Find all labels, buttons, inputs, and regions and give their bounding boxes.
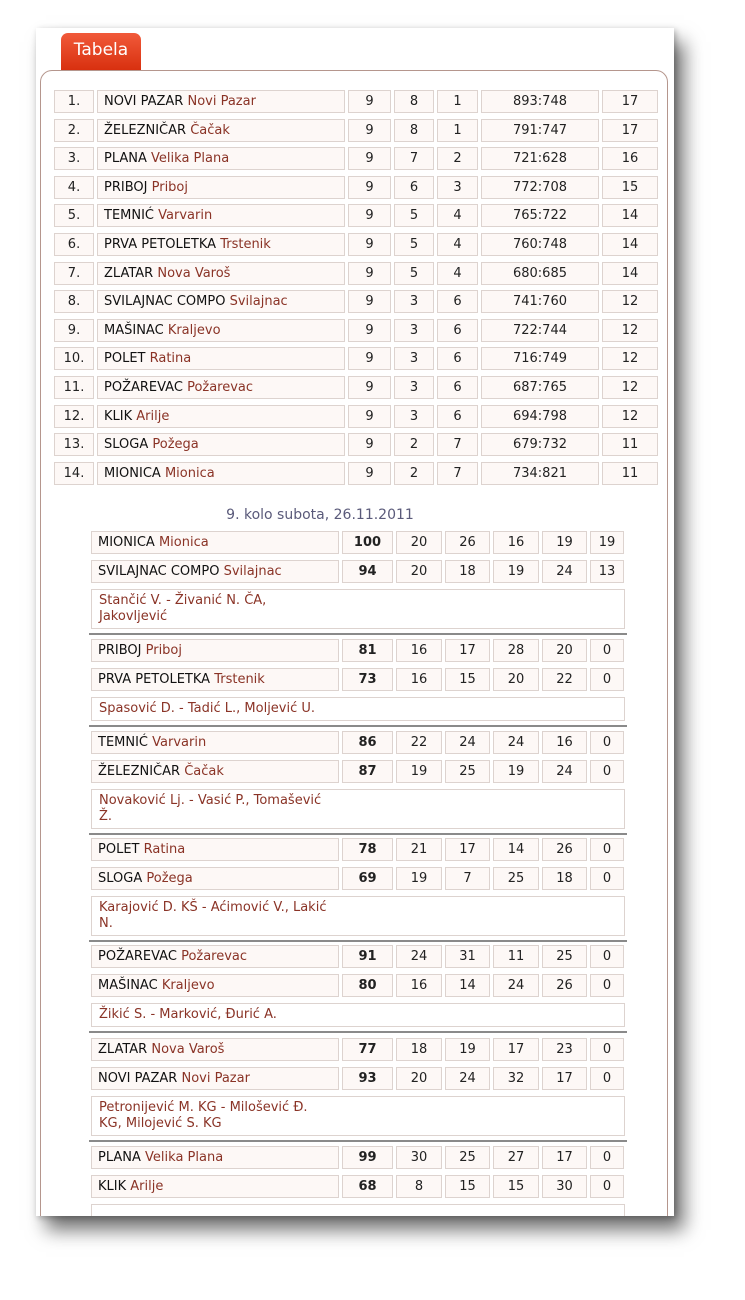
points-cell: 12 [602,347,658,370]
quarter-score-cell: 0 [590,1146,624,1169]
referees-cell [91,1204,625,1216]
referees-line: KG, Milojević S. KG [99,1116,222,1131]
referees-line: Novaković Lj. - Vasić P., Tomašević [99,793,322,808]
team-city: Trstenik [220,237,271,252]
team-name: NOVI PAZAR [104,94,184,109]
team-city: Ratina [149,351,192,367]
result-total-cell: 100 [342,531,393,554]
quarter-score-cell: 26 [542,974,587,997]
quarter-score-cell: 30 [396,1146,442,1169]
quarter-score-cell: 19 [396,867,442,890]
position-cell: 1. [54,90,94,113]
score-cell: 772:708 [481,176,599,199]
referees-cell [91,789,625,829]
team-city: Čačak [190,122,230,138]
quarter-score-cell: 17 [542,1146,587,1169]
team-city: Velika Plana [151,151,230,167]
losses-cell: 6 [437,319,478,342]
team-name: KLIK [104,408,133,424]
points-cell: 17 [602,119,658,142]
points-cell: 12 [602,405,658,428]
losses-cell: 7 [437,462,478,485]
quarter-score-cell: 13 [590,560,624,583]
played-cell: 9 [348,147,391,170]
team-city: Varvarin [158,208,213,224]
quarter-score-cell: 22 [542,668,587,691]
losses-cell: 7 [437,433,478,456]
score-cell: 760:748 [481,233,599,256]
position-cell: 14. [54,462,94,485]
team-cell[interactable] [97,233,345,256]
result-total-cell: 77 [342,1038,393,1061]
team-cell[interactable] [97,290,345,313]
quarter-score-cell: 17 [445,639,490,662]
team-city: Nova Varoš [157,265,231,281]
wins-cell: 3 [394,290,434,313]
result-team-cell[interactable] [91,1146,339,1169]
quarter-score-cell: 17 [542,1067,587,1090]
score-cell: 721:628 [481,147,599,170]
played-cell: 9 [348,176,391,199]
wins-cell: 5 [394,204,434,227]
points-cell: 12 [602,319,658,342]
quarter-score-cell: 19 [493,760,539,783]
losses-cell: 4 [437,233,478,256]
team-name: PRIBOJ [98,643,142,658]
referees-line: Karajović D. KŠ - Aćimović V., Lakić [99,900,327,915]
team-cell[interactable] [97,376,345,399]
team-cell[interactable] [97,405,345,428]
team-city: Arilje [136,408,170,424]
team-name: MIONICA [104,465,161,481]
team-name: PLANA [104,151,147,167]
score-cell: 716:749 [481,347,599,370]
points-cell: 12 [602,290,658,313]
played-cell: 9 [348,233,391,256]
quarter-score-cell: 24 [542,760,587,783]
team-name: PRVA PETOLETKA [98,672,211,687]
points-cell: 11 [602,433,658,456]
quarter-score-cell: 17 [493,1038,539,1061]
quarter-score-cell: 25 [445,760,490,783]
team-city: Požega [152,437,199,453]
result-total-cell: 69 [342,867,393,890]
wins-cell: 5 [394,233,434,256]
team-cell[interactable] [97,462,345,485]
wins-cell: 3 [394,319,434,342]
result-total-cell: 81 [342,639,393,662]
team-city: Arilje [130,1179,164,1194]
referees-line: N. [99,916,113,931]
wins-cell: 3 [394,376,434,399]
quarter-score-cell: 8 [396,1175,442,1198]
quarter-score-cell: 15 [445,668,490,691]
points-cell: 12 [602,376,658,399]
referees-cell [91,589,625,629]
losses-cell: 4 [437,204,478,227]
quarter-score-cell: 24 [493,731,539,754]
quarter-score-cell: 24 [445,1067,490,1090]
result-total-cell: 73 [342,668,393,691]
team-name: POŽAREVAC [98,949,177,964]
team-city: Požarevac [181,949,248,964]
team-city: Svilajnac [229,294,288,310]
team-city: Požarevac [187,380,254,395]
team-name: ŽELEZNIČAR [98,764,181,779]
points-cell: 17 [602,90,658,113]
quarter-score-cell: 20 [396,531,442,554]
quarter-score-cell: 0 [590,1175,624,1198]
team-name: ZLATAR [98,1042,148,1057]
game-separator [89,1140,627,1142]
result-total-cell: 87 [342,760,393,783]
result-team-cell[interactable] [91,1175,339,1198]
team-city: Mionica [158,535,209,550]
team-city: Varvarin [152,735,207,750]
quarter-score-cell: 0 [590,639,624,662]
played-cell: 9 [348,347,391,370]
team-name: SLOGA [104,437,149,453]
referees-line: Petronijević M. KG - Milošević Đ. [99,1100,308,1115]
quarter-score-cell: 19 [396,760,442,783]
quarter-score-cell: 20 [396,1067,442,1090]
played-cell: 9 [348,119,391,142]
position-cell: 4. [54,176,94,199]
quarter-score-cell: 15 [445,1175,490,1198]
wins-cell: 3 [394,347,434,370]
result-total-cell: 80 [342,974,393,997]
result-team-cell[interactable] [91,560,339,583]
losses-cell: 6 [437,347,478,370]
quarter-score-cell: 16 [396,639,442,662]
quarter-score-cell: 0 [590,974,624,997]
score-cell: 741:760 [481,290,599,313]
played-cell: 9 [348,262,391,285]
position-cell: 7. [54,262,94,285]
referees-cell [91,697,625,721]
position-cell: 12. [54,405,94,428]
quarter-score-cell: 20 [542,639,587,662]
result-team-cell[interactable] [91,838,339,861]
quarter-score-cell: 26 [542,838,587,861]
wins-cell: 3 [394,405,434,428]
team-cell[interactable] [97,147,345,170]
points-cell: 11 [602,462,658,485]
team-name: PRIBOJ [104,179,148,195]
game-separator [89,1031,627,1033]
team-name: MAŠINAC [98,978,158,993]
team-name: MIONICA [98,535,155,550]
team-name: ZLATAR [104,265,154,281]
team-cell[interactable] [97,262,345,285]
wins-cell: 6 [394,176,434,199]
wins-cell: 2 [394,462,434,485]
quarter-score-cell: 19 [590,531,624,554]
points-cell: 14 [602,262,658,285]
position-cell: 5. [54,204,94,227]
referees-line: Ž. [99,809,113,824]
wins-cell: 2 [394,433,434,456]
team-cell[interactable] [97,204,345,227]
result-total-cell: 91 [342,945,393,968]
score-cell: 765:722 [481,204,599,227]
quarter-score-cell: 16 [542,731,587,754]
position-cell: 13. [54,433,94,456]
wins-cell: 8 [394,90,434,113]
quarter-score-cell: 18 [445,560,490,583]
quarter-score-cell: 25 [542,945,587,968]
quarter-score-cell: 16 [493,531,539,554]
played-cell: 9 [348,319,391,342]
score-cell: 679:732 [481,433,599,456]
team-city: Priboj [145,643,182,658]
quarter-score-cell: 24 [445,731,490,754]
team-city: Kraljevo [161,978,215,993]
team-name: PLANA [98,1150,141,1165]
quarter-score-cell: 21 [396,838,442,861]
quarter-score-cell: 0 [590,1067,624,1090]
team-name: POLET [98,842,140,857]
score-cell: 694:798 [481,405,599,428]
team-city: Mionica [164,465,215,481]
result-team-cell[interactable] [91,531,339,554]
position-cell: 8. [54,290,94,313]
quarter-score-cell: 18 [396,1038,442,1061]
team-name: SVILAJNAC COMPO [104,294,226,310]
played-cell: 9 [348,204,391,227]
page-sheet [36,28,674,1216]
position-cell: 10. [54,347,94,370]
team-cell[interactable] [97,347,345,370]
result-team-cell[interactable] [91,639,339,662]
referees-cell [91,1003,625,1027]
team-name: TEMNIĆ [98,735,149,750]
content-panel [40,70,668,1216]
quarter-score-cell: 16 [396,668,442,691]
wins-cell: 8 [394,119,434,142]
quarter-score-cell: 25 [445,1146,490,1169]
team-city: Trstenik [214,672,265,687]
team-name: TEMNIĆ [104,208,155,224]
losses-cell: 1 [437,119,478,142]
played-cell: 9 [348,433,391,456]
quarter-score-cell: 24 [542,560,587,583]
quarter-score-cell: 22 [396,731,442,754]
quarter-score-cell: 27 [493,1146,539,1169]
quarter-score-cell: 0 [590,1038,624,1061]
game-separator [89,833,627,835]
team-name: SLOGA [98,871,143,886]
wins-cell: 7 [394,147,434,170]
points-cell: 14 [602,233,658,256]
quarter-score-cell: 15 [493,1175,539,1198]
result-total-cell: 68 [342,1175,393,1198]
position-cell: 3. [54,147,94,170]
quarter-score-cell: 20 [493,668,539,691]
quarter-score-cell: 19 [445,1038,490,1061]
position-cell: 2. [54,119,94,142]
points-cell: 16 [602,147,658,170]
quarter-score-cell: 16 [396,974,442,997]
quarter-score-cell: 31 [445,945,490,968]
quarter-score-cell: 18 [542,867,587,890]
quarter-score-cell: 30 [542,1175,587,1198]
referees-cell [91,896,625,936]
score-cell: 722:744 [481,319,599,342]
quarter-score-cell: 24 [493,974,539,997]
result-team-cell[interactable] [91,945,339,968]
score-cell: 893:748 [481,90,599,113]
team-city: Svilajnac [223,564,282,579]
result-team-cell[interactable] [91,867,339,890]
result-team-cell[interactable] [91,731,339,754]
quarter-score-cell: 28 [493,639,539,662]
result-team-cell[interactable] [91,760,339,783]
quarter-score-cell: 0 [590,760,624,783]
quarter-score-cell: 0 [590,668,624,691]
played-cell: 9 [348,376,391,399]
team-city: Novi Pazar [187,94,256,109]
team-city: Ratina [143,842,186,857]
losses-cell: 4 [437,262,478,285]
team-city: Priboj [151,179,188,195]
result-team-cell[interactable] [91,668,339,691]
referees-line: Jakovljević [99,609,168,624]
team-name: KLIK [98,1179,127,1194]
played-cell: 9 [348,290,391,313]
played-cell: 9 [348,90,391,113]
quarter-score-cell: 19 [493,560,539,583]
points-cell: 15 [602,176,658,199]
result-total-cell: 99 [342,1146,393,1169]
team-city: Čačak [184,764,224,779]
team-city: Kraljevo [167,322,221,338]
losses-cell: 3 [437,176,478,199]
quarter-score-cell: 25 [493,867,539,890]
team-name: POŽAREVAC [104,380,183,395]
losses-cell: 2 [437,147,478,170]
quarter-score-cell: 0 [590,838,624,861]
quarter-score-cell: 14 [445,974,490,997]
losses-cell: 6 [437,376,478,399]
quarter-score-cell: 17 [445,838,490,861]
referees-line: Spasović D. - Tadić L., Moljević U. [99,701,316,716]
quarter-score-cell: 24 [396,945,442,968]
team-city: Novi Pazar [181,1071,250,1086]
team-city: Velika Plana [145,1150,224,1165]
quarter-score-cell: 26 [445,531,490,554]
losses-cell: 6 [437,405,478,428]
score-cell: 687:765 [481,376,599,399]
team-city: Nova Varoš [151,1042,225,1057]
score-cell: 734:821 [481,462,599,485]
result-total-cell: 93 [342,1067,393,1090]
result-total-cell: 86 [342,731,393,754]
quarter-score-cell: 23 [542,1038,587,1061]
team-cell[interactable] [97,319,345,342]
game-separator [89,633,627,635]
losses-cell: 1 [437,90,478,113]
played-cell: 9 [348,462,391,485]
team-name: MAŠINAC [104,322,164,338]
quarter-score-cell: 7 [445,867,490,890]
quarter-score-cell: 0 [590,867,624,890]
referees-line: Stančić V. - Živanić N. ČA, [99,593,267,608]
score-cell: 791:747 [481,119,599,142]
team-cell[interactable] [97,90,345,113]
points-cell: 14 [602,204,658,227]
result-total-cell: 78 [342,838,393,861]
wins-cell: 5 [394,262,434,285]
losses-cell: 6 [437,290,478,313]
result-total-cell: 94 [342,560,393,583]
team-name: PRVA PETOLETKA [104,237,217,252]
team-cell[interactable] [97,119,345,142]
quarter-score-cell: 0 [590,731,624,754]
tab-tabela[interactable]: Tabela [61,33,141,70]
quarter-score-cell: 19 [542,531,587,554]
game-separator [89,725,627,727]
quarter-score-cell: 20 [396,560,442,583]
result-team-cell[interactable] [91,1038,339,1061]
team-cell[interactable] [97,433,345,456]
team-name: NOVI PAZAR [98,1071,178,1086]
quarter-score-cell: 11 [493,945,539,968]
team-name: SVILAJNAC COMPO [98,564,220,579]
team-cell[interactable] [97,176,345,199]
quarter-score-cell: 14 [493,838,539,861]
round-title: 9. kolo subota, 26.11.2011 [226,507,414,523]
team-name: ŽELEZNIČAR [104,122,187,138]
position-cell: 11. [54,376,94,399]
position-cell: 6. [54,233,94,256]
team-city: Požega [146,871,193,886]
position-cell: 9. [54,319,94,342]
game-separator [89,940,627,942]
team-name: POLET [104,351,146,367]
score-cell: 680:685 [481,262,599,285]
referees-cell [91,1096,625,1136]
result-team-cell[interactable] [91,974,339,997]
played-cell: 9 [348,405,391,428]
quarter-score-cell: 32 [493,1067,539,1090]
quarter-score-cell: 0 [590,945,624,968]
referees-line: Žikić S. - Marković, Đurić A. [99,1007,277,1022]
result-team-cell[interactable] [91,1067,339,1090]
